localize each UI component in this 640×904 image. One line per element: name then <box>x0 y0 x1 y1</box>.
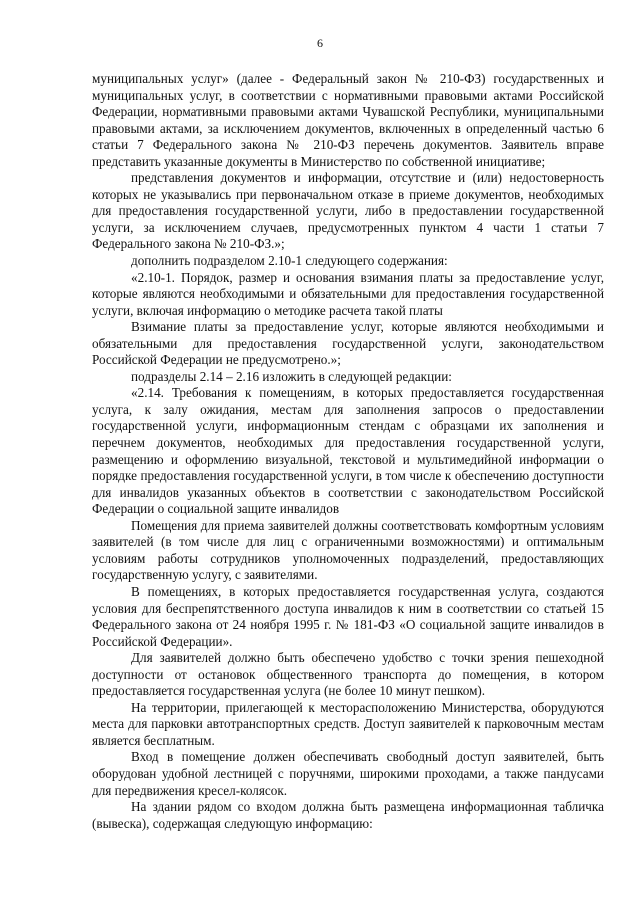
paragraph-subsection-2-14: «2.14. Требования к помещениям, в которых предоставляется государственная услуга, к залу ожидания, местам для заполнения запросов о предоставлении государственной услуги, информационным стендам с образцами их заполнения и перечнем документов, необходимых для предоставления государственной услуги, размещению и оформлению визуальной, текстовой и мультимедийной информации о порядке предоставления государственной услуги, в том числе к обеспечению доступности для инвалидов указанных объектов в соответствии с законодательством Российской Федерации о социальной защите инвалидов <box>92 385 604 517</box>
paragraph-parking: На территории, прилегающей к месторасположению Министерства, оборудуются места для парковки автотранспортных средств. Доступ заявителей к парковочным местам является бесплатным. <box>92 699 604 748</box>
paragraph-fee-not-provided: Взимание платы за предоставление услуг, которые являются необходимыми и обязательными для предоставления государственной услуги, законодательством Российской Федерации не предусмотрено.»; <box>92 319 604 368</box>
paragraph-reception-premises: Помещения для приема заявителей должны соответствовать комфортным условиям заявителей (в том числе для лиц с ограниченными возможностями) и оптимальным условиям работы сотрудников уполномоченных подразделений, предоставляющих государственную услугу, с заявителями. <box>92 517 604 583</box>
paragraph-entrance: Вход в помещение должен обеспечивать свободный доступ заявителей, быть оборудован удобной лестницей с поручнями, широкими проходами, а также пандусами для передвижения кресел-колясок. <box>92 749 604 798</box>
paragraph-disabled-access: В помещениях, в которых предоставляется государственная услуга, создаются условия для беспрепятственного доступа инвалидов к ним в соответствии со статьей 15 Федерального закона от 24 ноября 1995 г. № 181-ФЗ «О социальной защите инвалидов в Российской Федерации». <box>92 583 604 649</box>
paragraph-subsections-amend: подразделы 2.14 – 2.16 изложить в следующей редакции: <box>131 368 452 384</box>
paragraph-continuation: муниципальных услуг» (далее - Федеральный закон № 210-ФЗ) государственных и муниципальных услуг, в соответствии с нормативными правовыми актами Российской Федерации, нормативными правовыми актами Чувашской Республики, муниципальными правовыми актами, за исключением документов, включенных в определенный частью 6 статьи 7 Федерального закона № 210-ФЗ перечень документов. Заявитель вправе представить указанные документы в Министерство по собственной инициативе; <box>92 71 604 169</box>
paragraph-pedestrian-access: Для заявителей должно быть обеспечено удобство с точки зрения пешеходной доступности от остановок общественного транспорта до помещения, в котором предоставляется государственная услуга (не более 10 минут пешком). <box>92 650 604 699</box>
paragraph-info-sign: На здании рядом со входом должна быть размещена информационная табличка (вывеска), содержащая следующую информацию: <box>92 799 604 831</box>
paragraph-subsection-2-10-1: «2.10-1. Порядок, размер и основания взимания платы за предоставление услуг, которые являются необходимыми и обязательными для предоставления государственной услуги, включая информацию о методике расчета такой платы <box>92 269 604 318</box>
document-body <box>92 71 604 832</box>
page-number: 6 <box>317 36 323 50</box>
paragraph-documents-info: представления документов и информации, отсутствие и (или) недостоверность которых не указывались при первоначальном отказе в приеме документов, необходимых для предоставления государственной услуги, либо в предоставлении государственной услуги, за исключением случаев, предусмотренных пунктом 4 части 1 статьи 7 Федерального закона № 210-ФЗ.»; <box>92 170 604 252</box>
paragraph-add-subsection: дополнить подразделом 2.10-1 следующего содержания: <box>131 253 448 269</box>
